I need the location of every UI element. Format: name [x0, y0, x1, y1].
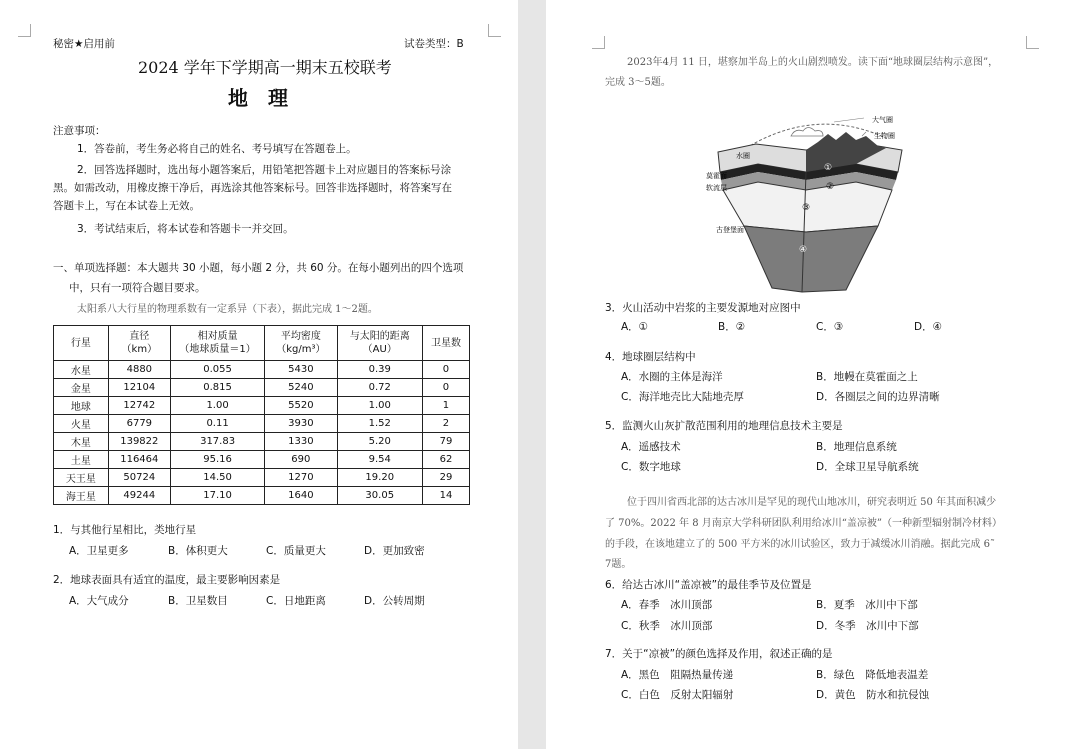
gutenberg-label: 古登堡面 — [716, 226, 744, 234]
question-intro: 2023年4月 11 日，堪察加半岛上的火山剧烈喷发。读下面“地球圈层结构示意图”， — [627, 57, 999, 68]
marker-2: ② — [826, 182, 835, 192]
answer-option: B．② — [718, 321, 746, 333]
table-cell: 3930 — [265, 415, 337, 433]
material-text: 的手段，在该地建立了的 500 平方米的冰川试验区，致力于减缓冰川消融。据此完成 6˜ — [605, 539, 995, 550]
answer-option: C．质量更大 — [266, 545, 326, 557]
table-cell: 1270 — [265, 469, 337, 487]
table-cell: 14 — [422, 487, 469, 505]
marker-3: ③ — [802, 203, 811, 213]
answer-option: C．③ — [816, 321, 844, 333]
hydrosphere-label: 水圈 — [736, 152, 750, 160]
table-cell: 9.54 — [337, 451, 422, 469]
answer-option: A．水圈的主体是海洋 — [621, 371, 723, 383]
table-cell: 4880 — [108, 361, 170, 379]
answer-option: D．黄色 防水和抗侵蚀 — [816, 689, 930, 701]
marker-1: ① — [824, 163, 833, 173]
table-cell: 49244 — [108, 487, 170, 505]
question-stem: 3．火山活动中岩浆的主要发源地对应图中 — [605, 302, 801, 314]
question-stem: 1．与其他行星相比，类地行星 — [53, 524, 197, 536]
table-cell: 水星 — [54, 361, 109, 379]
table-cell: 5240 — [265, 379, 337, 397]
table-cell: 19.20 — [337, 469, 422, 487]
crop-mark — [18, 24, 31, 37]
table-cell: 17.10 — [170, 487, 264, 505]
section-heading: 中，只有一项符合题目要求。 — [69, 282, 206, 294]
table-header-cell: 与太阳的距离 （AU） — [337, 326, 422, 361]
table-cell: 12742 — [108, 397, 170, 415]
moho-label: 莫霍面 — [706, 172, 727, 180]
table-cell: 1330 — [265, 433, 337, 451]
asthenosphere-label: 软流层 — [706, 184, 727, 192]
material-text: 位于四川省西北部的达古冰川是罕见的现代山地冰川，研究表明近 50 年其面积减少 — [627, 497, 997, 508]
table-header-cell: 相对质量 （地球质量＝1） — [170, 326, 264, 361]
core-layer — [744, 226, 878, 292]
notice-title: 注意事项： — [53, 125, 106, 137]
material-text: 7题。 — [605, 559, 632, 570]
table-cell: 5520 — [265, 397, 337, 415]
atmosphere-label: 大气圈 — [872, 116, 893, 124]
table-row — [54, 397, 470, 415]
table-cell: 0 — [422, 361, 469, 379]
table-cell: 土星 — [54, 451, 109, 469]
crop-mark — [1026, 36, 1039, 49]
answer-option: D．公转周期 — [364, 595, 425, 607]
answer-option: B．卫星数目 — [168, 595, 228, 607]
planet-table — [53, 325, 470, 505]
exam-title: 2024 学年下学期高一期末五校联考 — [138, 58, 392, 77]
table-row — [54, 433, 470, 451]
answer-option: D．全球卫星导航系统 — [816, 461, 919, 473]
answer-option: B．夏季 冰川中下部 — [816, 599, 918, 611]
answer-option: A．卫星更多 — [69, 545, 129, 557]
table-cell: 0.72 — [337, 379, 422, 397]
answer-option: A．遥感技术 — [621, 441, 681, 453]
table-cell: 5.20 — [337, 433, 422, 451]
answer-option: D．冬季 冰川中下部 — [816, 620, 919, 632]
answer-option: C．日地距离 — [266, 595, 326, 607]
left-page — [0, 0, 518, 749]
paper-type: 试卷类型：B — [404, 38, 464, 50]
table-header-cell: 平均密度 （kg/m³） — [265, 326, 337, 361]
table-cell: 0.39 — [337, 361, 422, 379]
table-cell: 1 — [422, 397, 469, 415]
table-row — [54, 451, 470, 469]
question-stem: 6．给达古冰川“盖凉被”的最佳季节及位置是 — [605, 579, 812, 591]
answer-option: D．更加致密 — [364, 545, 425, 557]
answer-option: B．绿色 降低地表温差 — [816, 669, 929, 681]
notice-item: 答题卡上，写在本试卷上无效。 — [53, 200, 200, 212]
table-cell: 海王星 — [54, 487, 109, 505]
table-cell: 62 — [422, 451, 469, 469]
biosphere-label: 生物圈 — [874, 132, 895, 140]
answer-option: C．秋季 冰川顶部 — [621, 620, 713, 632]
table-header-cell: 卫星数 — [422, 326, 469, 361]
table-cell: 木星 — [54, 433, 109, 451]
question-intro: 太阳系八大行星的物理系数有一定系异（下表），据此完成 1～2题。 — [77, 304, 378, 315]
notice-item: 3．考试结束后，将本试卷和答题卡一并交回。 — [77, 223, 294, 235]
table-row — [54, 487, 470, 505]
confidential-label: 秘密★启用前 — [53, 38, 115, 50]
answer-option: B．地幔在莫霍面之上 — [816, 371, 918, 383]
table-cell: 2 — [422, 415, 469, 433]
right-page — [546, 0, 1080, 749]
answer-option: D．④ — [914, 321, 942, 333]
table-cell: 12104 — [108, 379, 170, 397]
table-cell: 6779 — [108, 415, 170, 433]
subject-title: 地 理 — [228, 86, 288, 110]
table-cell: 1.52 — [337, 415, 422, 433]
table-cell: 690 — [265, 451, 337, 469]
answer-option: A．大气成分 — [69, 595, 129, 607]
question-stem: 7．关于“凉被”的颜色选择及作用，叙述正确的是 — [605, 648, 833, 660]
table-cell: 0.11 — [170, 415, 264, 433]
table-header-cell: 行星 — [54, 326, 109, 361]
table-cell: 0.815 — [170, 379, 264, 397]
question-stem: 4．地球圈层结构中 — [605, 351, 696, 363]
answer-option: A．黑色 阻隔热量传递 — [621, 669, 734, 681]
table-cell: 0 — [422, 379, 469, 397]
earth-sphere-diagram — [706, 106, 916, 296]
table-cell: 天王星 — [54, 469, 109, 487]
table-header-row — [54, 326, 470, 361]
table-cell: 0.055 — [170, 361, 264, 379]
material-text: 了 70%。2022 年 8 月南京大学科研团队利用给冰川“盖凉被”（一种新型辐射制冷材料） — [605, 518, 1002, 529]
answer-option: C．数字地球 — [621, 461, 681, 473]
table-cell: 14.50 — [170, 469, 264, 487]
table-row — [54, 415, 470, 433]
table-cell: 317.83 — [170, 433, 264, 451]
answer-option: C．海洋地壳比大陆地壳厚 — [621, 391, 744, 403]
table-row — [54, 469, 470, 487]
crop-mark — [488, 24, 501, 37]
table-cell: 29 — [422, 469, 469, 487]
notice-item: 2．回答选择题时，选出每小题答案后，用铅笔把答题卡上对应题目的答案标号涂 — [77, 164, 452, 176]
question-stem: 5．监测火山灰扩散范围利用的地理信息技术主要是 — [605, 420, 843, 432]
section-heading: 一、单项选择题：本大题共 30 小题，每小题 2 分，共 60 分。在每小题列出的四个选项 — [53, 262, 464, 274]
table-cell: 50724 — [108, 469, 170, 487]
crop-mark — [592, 36, 605, 49]
table-cell: 1.00 — [170, 397, 264, 415]
table-cell: 5430 — [265, 361, 337, 379]
table-cell: 139822 — [108, 433, 170, 451]
table-cell: 火星 — [54, 415, 109, 433]
notice-item: 1．答卷前，考生务必将自己的姓名、考号填写在答题卷上。 — [77, 143, 357, 155]
answer-option: D．各圈层之间的边界清晰 — [816, 391, 940, 403]
answer-option: C．白色 反射太阳辐射 — [621, 689, 734, 701]
table-cell: 1640 — [265, 487, 337, 505]
question-stem: 2．地球表面具有适宜的温度，最主要影响因素是 — [53, 574, 281, 586]
table-cell: 116464 — [108, 451, 170, 469]
marker-4: ④ — [799, 245, 808, 255]
answer-option: A．春季 冰川顶部 — [621, 599, 713, 611]
table-cell: 95.16 — [170, 451, 264, 469]
table-cell: 30.05 — [337, 487, 422, 505]
table-cell: 1.00 — [337, 397, 422, 415]
cloud-icon — [791, 128, 823, 137]
notice-item: 黑。如需改动，用橡皮擦干净后，再选涂其他答案标号。回答非选择题时，将答案写在 — [53, 182, 452, 194]
answer-option: B．地理信息系统 — [816, 441, 897, 453]
table-cell: 地球 — [54, 397, 109, 415]
table-cell: 金星 — [54, 379, 109, 397]
table-row — [54, 379, 470, 397]
answer-option: B．体积更大 — [168, 545, 228, 557]
table-header-cell: 直径 （km） — [108, 326, 170, 361]
answer-option: A．① — [621, 321, 649, 333]
table-row — [54, 361, 470, 379]
table-cell: 79 — [422, 433, 469, 451]
question-intro: 完成 3～5题。 — [605, 77, 671, 88]
